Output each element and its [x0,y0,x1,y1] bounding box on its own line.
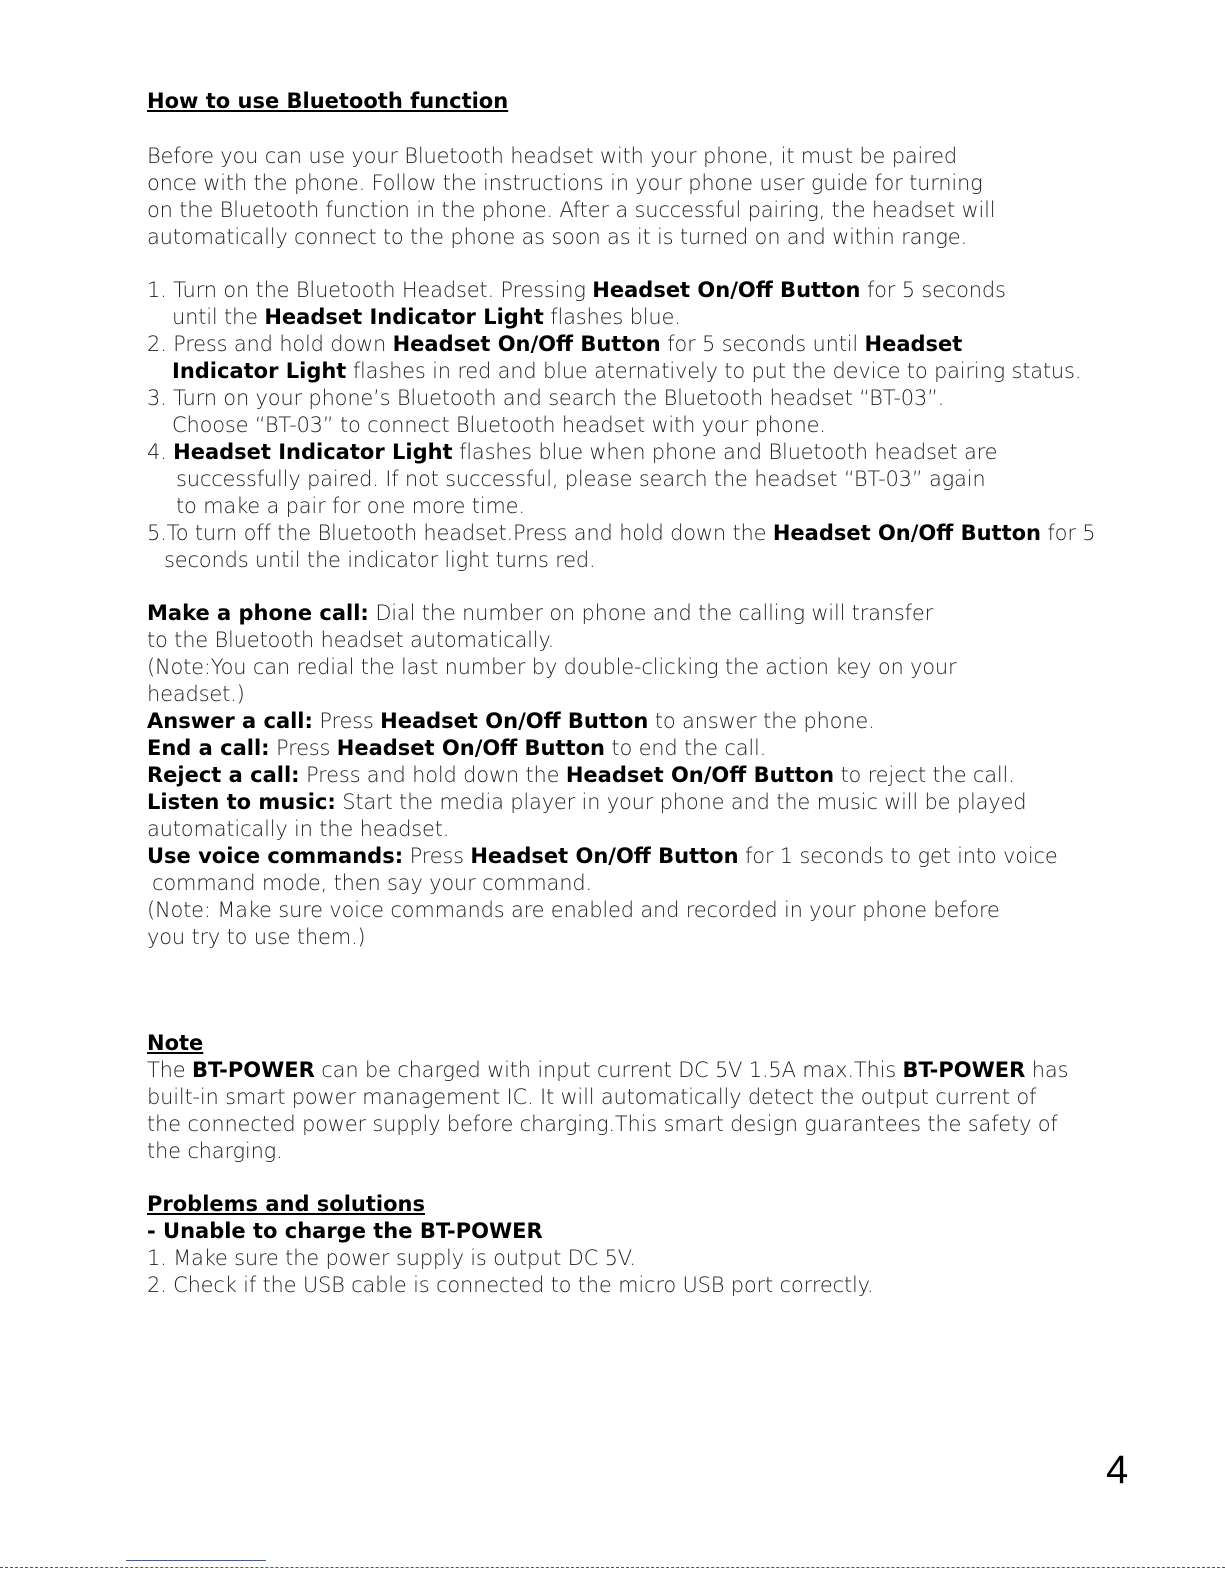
bluetooth-heading: How to use Bluetooth function [147,89,509,113]
step-5: 5.To turn off the Bluetooth headset.Press and hold down the Headset On/Off Button for 5 [147,521,1096,545]
step-1: 1. Turn on the Bluetooth Headset. Pressing Headset On/Off Button for 5 seconds [147,278,1006,302]
note-line: built-in smart power management IC. It will automatically detect the output current of [147,1085,1037,1109]
solution-2: 2. Check if the USB cable is connected to the micro USB port correctly. [147,1273,874,1297]
step-2-cont: Indicator Light flashes in red and blue aternatively to put the device to pairing status. [172,359,1082,383]
redial-note-cont: headset.) [147,682,245,706]
step-4-cont: to make a pair for one more time. [176,494,525,518]
listen-music-cont: automatically in the headset. [147,817,450,841]
listen-music: Listen to music: Start the media player in your phone and the music will be played [147,790,1027,814]
intro-line: once with the phone. Follow the instructions in your phone user guide for turning [147,171,983,195]
end-call: End a call: Press Headset On/Off Button to end the call. [147,736,767,760]
solution-1: 1. Make sure the power supply is output DC 5V. [147,1246,636,1270]
voice-commands: Use voice commands: Press Headset On/Off Button for 1 seconds to get into voice [147,844,1058,868]
voice-commands-cont: command mode, then say your command. [152,871,592,895]
step-1-cont: until the Headset Indicator Light flashes blue. [172,305,681,329]
intro-line: Before you can use your Bluetooth headset with your phone, it must be paired [147,144,957,168]
step-3-cont: Choose “BT-03” to connect Bluetooth headset with your phone. [172,413,826,437]
step-5-cont: seconds until the indicator light turns red. [164,548,596,572]
step-4-cont: successfully paired. If not successful, please search the headset “BT-03” again [176,467,986,491]
intro-line: automatically connect to the phone as soon as it is turned on and within range. [147,225,967,249]
voice-note: (Note: Make sure voice commands are enabled and recorded in your phone before [147,898,1000,922]
make-call-cont: to the Bluetooth headset automatically. [147,628,555,652]
problems-heading: Problems and solutions [147,1192,425,1216]
page-edge-rule [0,1567,1225,1568]
page-number: 4 [1106,1448,1129,1492]
note-line: the connected power supply before charging.This smart design guarantees the safety of [147,1112,1058,1136]
problem-title: - Unable to charge the BT-POWER [147,1219,543,1243]
note-line: the charging. [147,1139,283,1163]
redial-note: (Note:You can redial the last number by double-clicking the action key on your [147,655,957,679]
step-2: 2. Press and hold down Headset On/Off Button for 5 seconds until Headset [147,332,963,356]
step-3: 3. Turn on your phone’s Bluetooth and search the Bluetooth headset “BT-03”. [147,386,945,410]
reject-call: Reject a call: Press and hold down the Headset On/Off Button to reject the call. [147,763,1015,787]
page-edge-mark [126,1560,266,1561]
voice-note-cont: you try to use them.) [147,925,366,949]
step-4: 4. Headset Indicator Light flashes blue when phone and Bluetooth headset are [147,440,998,464]
answer-call: Answer a call: Press Headset On/Off Button to answer the phone. [147,709,875,733]
note-heading: Note [147,1031,204,1055]
note-line: The BT-POWER can be charged with input current DC 5V 1.5A max.This BT-POWER has [147,1058,1069,1082]
make-call: Make a phone call: Dial the number on phone and the calling will transfer [147,601,934,625]
intro-line: on the Bluetooth function in the phone. After a successful pairing, the headset will [147,198,996,222]
